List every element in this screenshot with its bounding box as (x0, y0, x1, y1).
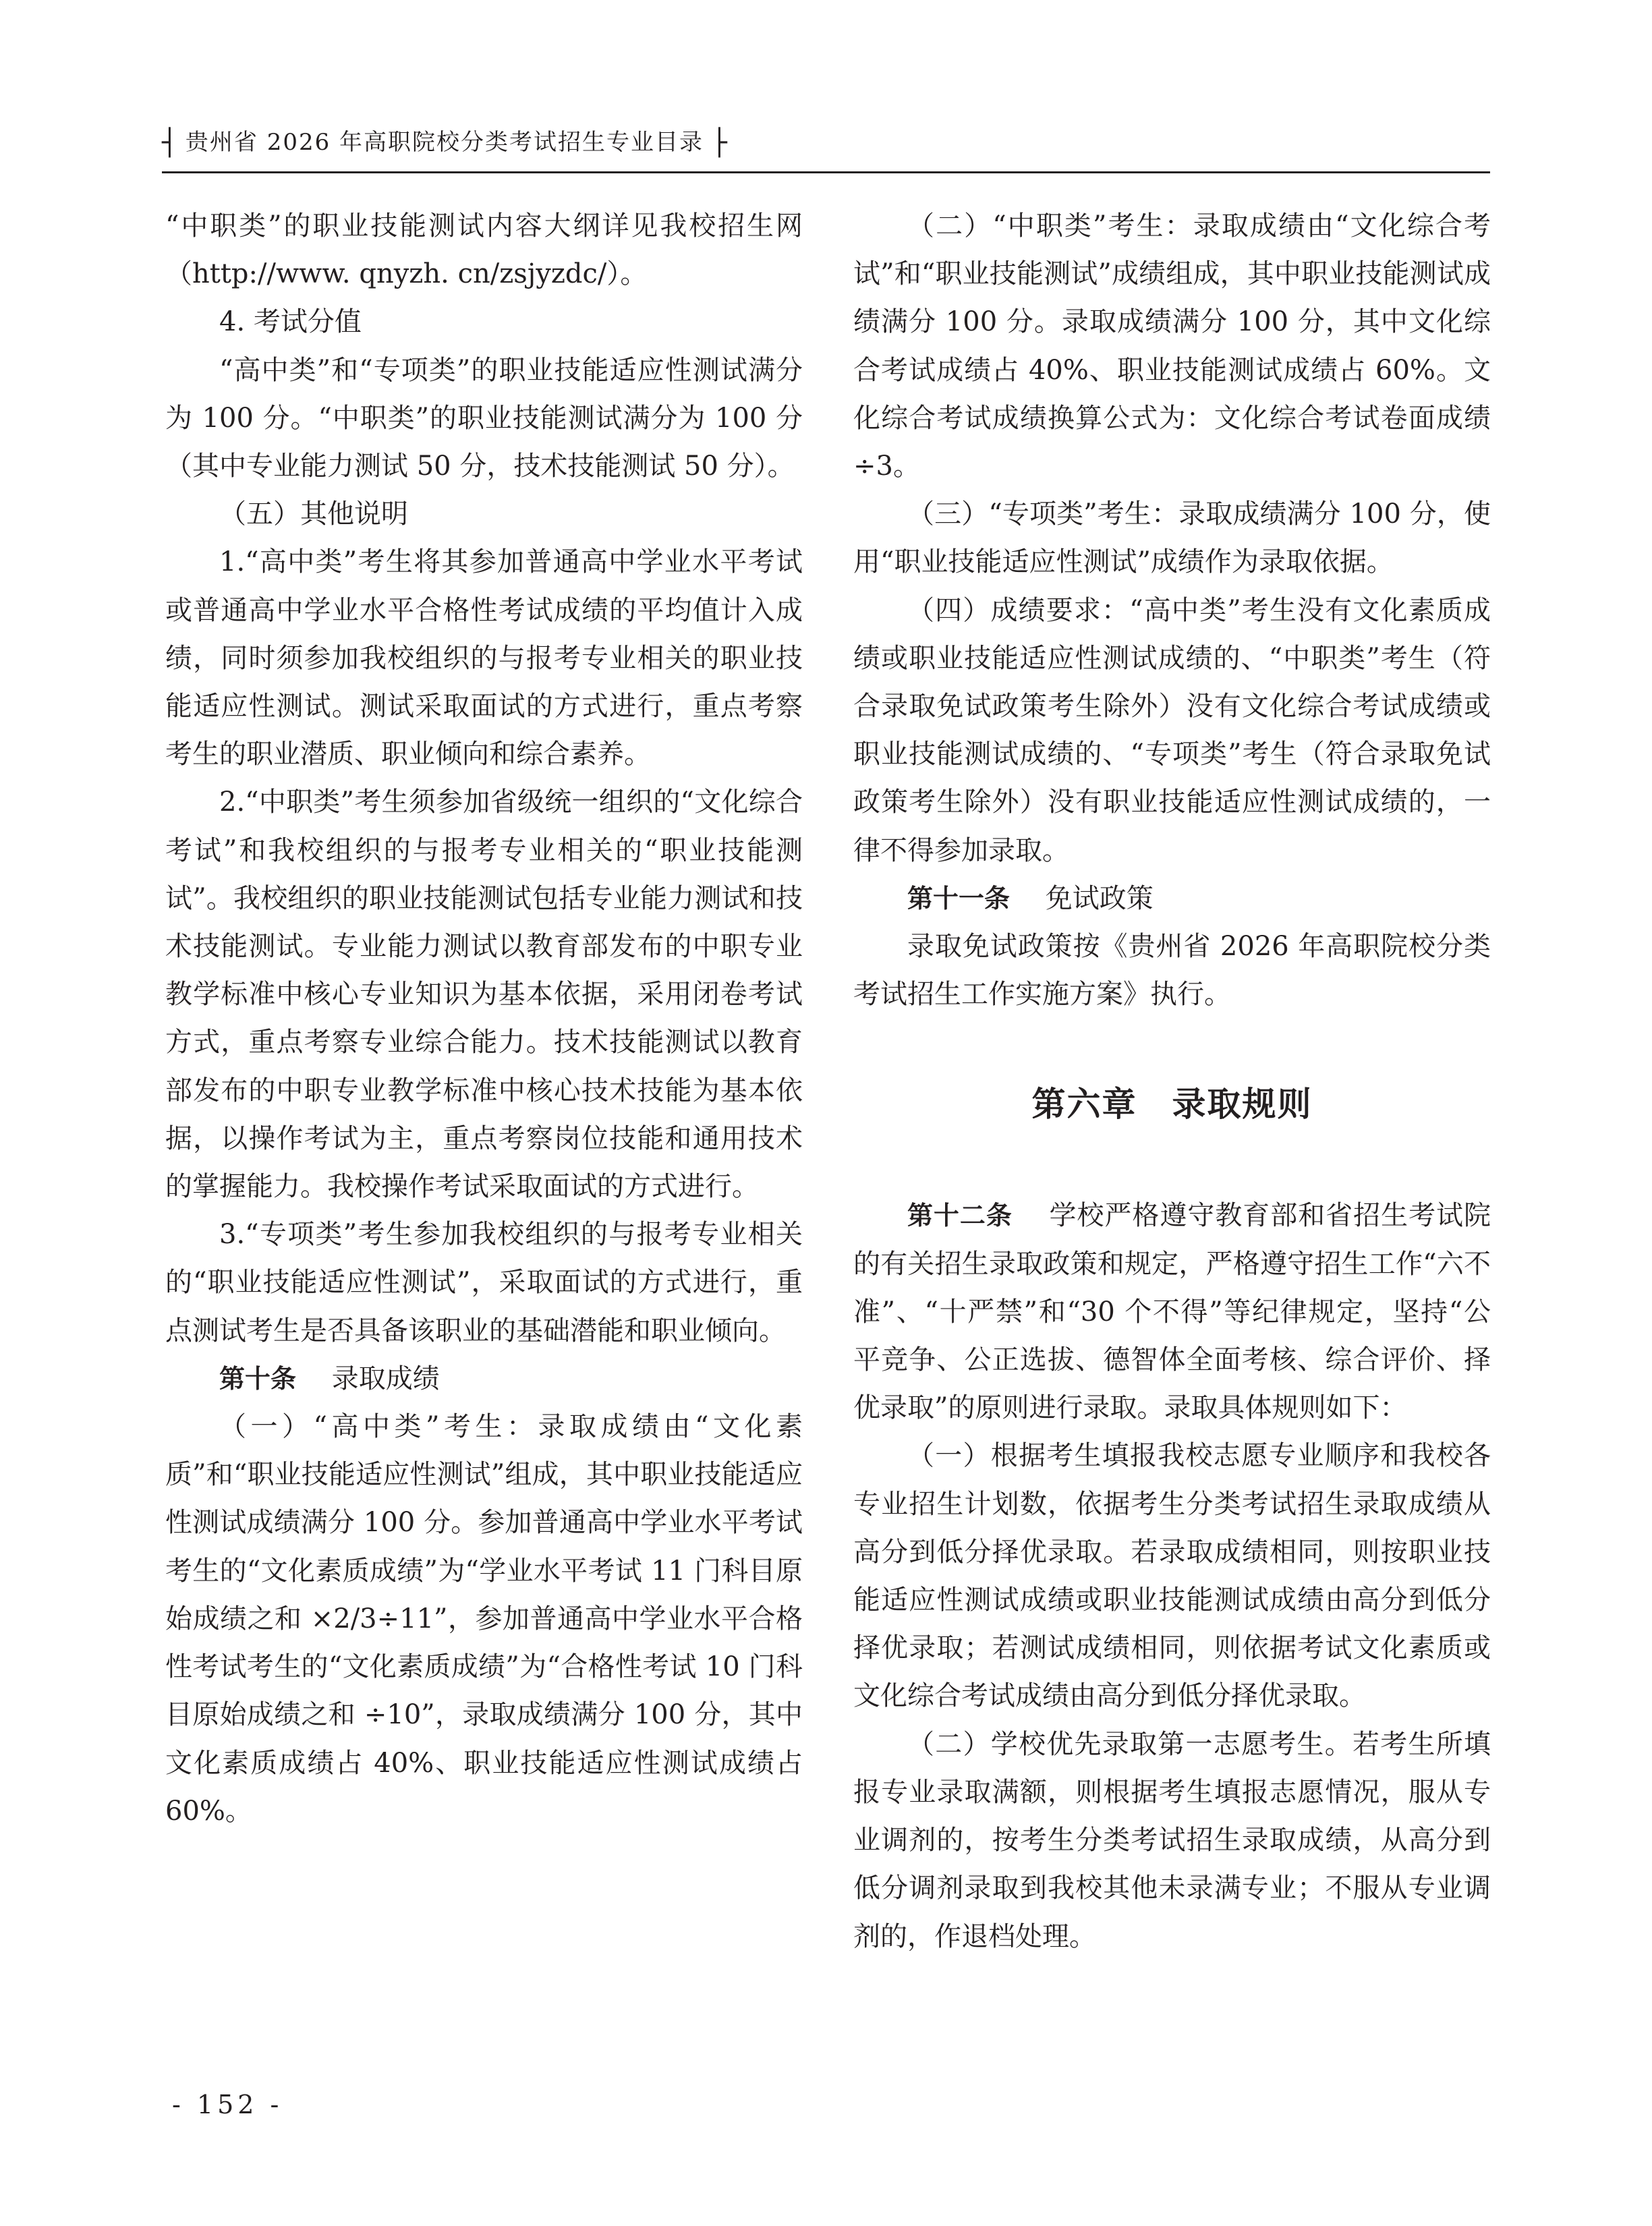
article-12-text: 学校严格遵守教育部和省招生考试院的有关招生录取政策和规定，严格遵守招生工作“六不准”、“十严禁”和“30 个不得”等纪律规定，坚持“公平竞争、公正选拔、德智体全面考核、综合评价、择优录取”的原则进行录取。录取具体规则如下： (853, 1200, 1491, 1424)
paragraph: （五）其他说明 (219, 498, 408, 530)
paragraph: （三）“专项类”考生：录取成绩满分 100 分，使用“职业技能适应性测试”成绩作为录取依据。 (853, 498, 1491, 578)
header-rule (162, 171, 1490, 173)
right-column (853, 202, 1491, 1961)
article-11-label: 第十一条 (907, 883, 1010, 913)
header-right-mark: ├ (712, 127, 727, 157)
paragraph: （二）学校优先录取第一志愿考生。若考生所填报专业录取满额，则根据考生填报志愿情况，服从专业调剂的，按考生分类考试招生录取成绩，从高分到低分调剂录取到我校其他未录满专业；不服从专业调剂的，作退档处理。 (853, 1728, 1491, 1952)
paragraph: （四）成绩要求：“高中类”考生没有文化素质成绩或职业技能适应性测试成绩的、“中职类”考生（符合录取免试政策考生除外）没有文化综合考试成绩或职业技能测试成绩的、“专项类”考生（符合录取免试政策考生除外）没有职业技能适应性测试成绩的，一律不得参加录取。 (853, 594, 1491, 866)
paragraph: 3.“专项类”考生参加我校组织的与报考专业相关的“职业技能适应性测试”，采取面试的方式进行，重点测试考生是否具备该职业的基础潜能和职业倾向。 (165, 1219, 803, 1346)
paragraph: “高中类”和“专项类”的职业技能适应性测试满分为 100 分。“中职类”的职业技能测试满分为 100 分（其中专业能力测试 50 分，技术技能测试 50 分）。 (165, 354, 803, 482)
paragraph: “中职类”的职业技能测试内容大纲详见我校招生网（http://www. qnyzh. cn/zsjyzdc/）。 (165, 210, 803, 290)
article-12-paragraph (853, 1192, 1491, 1432)
article-10-title: 录取成绩 (331, 1363, 440, 1394)
paragraph: 录取免试政策按《贵州省 2026 年高职院校分类考试招生工作实施方案》执行。 (853, 931, 1491, 1010)
header-title: 贵州省 2026 年高职院校分类考试招生专业目录 (185, 129, 704, 156)
running-header (162, 125, 727, 159)
article-10-heading (165, 1355, 803, 1403)
article-11-title: 免试政策 (1045, 882, 1153, 914)
paragraph: （一）“高中类”考生：录取成绩由“文化素质”和“职业技能适应性测试”组成，其中职业技能适应性测试成绩满分 100 分。参加普通高中学业水平考试考生的“文化素质成绩”为“学业水平考试 11 门科目原始成绩之和 ×2/3÷11”，参加普通高中学业水平合格性考试考生的“文化素质成绩”为“合格性考试 10 门科目原始成绩之和 ÷10”，录取成绩满分 100 分，其中文化素质成绩占 40%、职业技能适应性测试成绩占 60%。 (165, 1411, 803, 1827)
article-11-heading (853, 875, 1491, 923)
paragraph: 4. 考试分值 (219, 306, 362, 338)
paragraph: （一）根据考生填报我校志愿专业顺序和我校各专业招生计划数，依据考生分类考试招生录取成绩从高分到低分择优录取。若录取成绩相同，则按职业技能适应性测试成绩或职业技能测试成绩由高分到低分择优录取；若测试成绩相同，则依据考试文化素质或文化综合考试成绩由高分到低分择优录取。 (853, 1440, 1491, 1712)
paragraph: （二）“中职类”考生：录取成绩由“文化综合考试”和“职业技能测试”成绩组成，其中职业技能测试成绩满分 100 分。录取成绩满分 100 分，其中文化综合考试成绩占 40%、职业技能测试成绩占 60%。文化综合考试成绩换算公式为：文化综合考试卷面成绩 ÷3。 (853, 210, 1491, 482)
article-10-label: 第十条 (219, 1363, 297, 1394)
paragraph: 1.“高中类”考生将其参加普通高中学业水平考试或普通高中学业水平合格性考试成绩的平均值计入成绩，同时须参加我校组织的与报考专业相关的职业技能适应性测试。测试采取面试的方式进行，重点考察考生的职业潜质、职业倾向和综合素养。 (165, 546, 803, 770)
header-left-mark: ┤ (162, 127, 177, 157)
article-12-label: 第十二条 (907, 1201, 1013, 1231)
left-column (165, 202, 803, 1835)
page-number: - 152 - (172, 2090, 283, 2119)
paragraph: 2.“中职类”考生须参加省级统一组织的“文化综合考试”和我校组织的与报考专业相关的“职业技能测试”。我校组织的职业技能测试包括专业能力测试和技术技能测试。专业能力测试以教育部发布的中职专业教学标准中核心专业知识为基本依据，采用闭卷考试方式，重点考察专业综合能力。技术技能测试以教育部发布的中职专业教学标准中核心技术技能为基本依据，以操作考试为主，重点考察岗位技能和通用技术的掌握能力。我校操作考试采取面试的方式进行。 (165, 787, 803, 1203)
chapter-heading: 第六章 录取规则 (1031, 1085, 1313, 1124)
